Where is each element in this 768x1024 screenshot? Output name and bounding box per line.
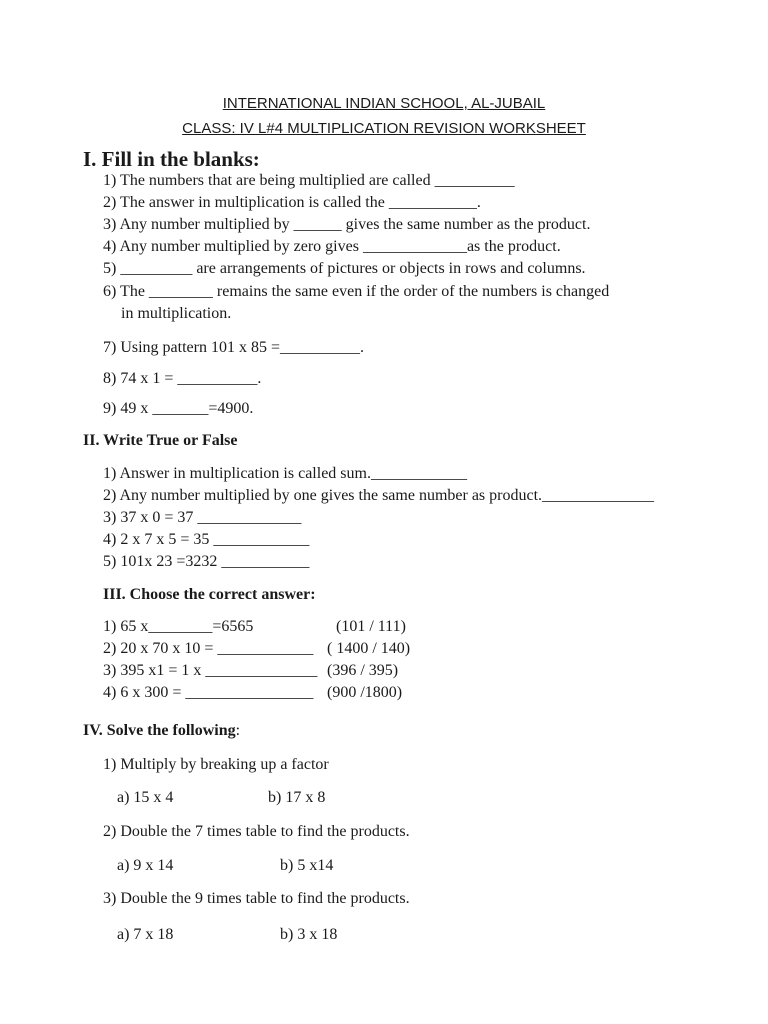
solve-question: 1) Multiply by breaking up a factor bbox=[103, 756, 329, 773]
true-false-item: 5) 101x 23 =3232 ___________ bbox=[103, 553, 310, 570]
fill-blank-item: 8) 74 x 1 = __________. bbox=[103, 370, 262, 387]
fill-blank-item: 1) The numbers that are being multiplied are called __________ bbox=[103, 172, 515, 189]
section-choose-answer-heading: III. Choose the correct answer: bbox=[103, 586, 316, 603]
school-name: INTERNATIONAL INDIAN SCHOOL, AL-JUBAIL bbox=[222, 95, 546, 112]
true-false-item: 3) 37 x 0 = 37 _____________ bbox=[103, 509, 302, 526]
fill-blank-item: 9) 49 x _______=4900. bbox=[103, 400, 254, 417]
mcq-options: ( 1400 / 140) bbox=[327, 640, 411, 657]
fill-blank-item: 3) Any number multiplied by ______ gives the same number as the product. bbox=[103, 216, 591, 233]
section-true-false-heading: II. Write True or False bbox=[83, 432, 238, 449]
mcq-question: 4) 6 x 300 = ________________ bbox=[103, 684, 314, 701]
fill-blank-item: 5) _________ are arrangements of pictures or objects in rows and columns. bbox=[103, 260, 586, 277]
mcq-question: 2) 20 x 70 x 10 = ____________ bbox=[103, 640, 314, 657]
solve-part-b: b) 5 x14 bbox=[280, 857, 334, 874]
solve-question: 3) Double the 9 times table to find the products. bbox=[103, 890, 410, 907]
solve-part-b: b) 3 x 18 bbox=[280, 926, 338, 943]
worksheet-title: CLASS: IV L#4 MULTIPLICATION REVISION WORKSHEET bbox=[182, 120, 586, 137]
fill-blank-item: 4) Any number multiplied by zero gives _____________as the product. bbox=[103, 238, 561, 255]
section-fill-blanks-heading: I. Fill in the blanks: bbox=[83, 147, 260, 171]
solve-part-a: a) 15 x 4 bbox=[117, 789, 174, 806]
true-false-item: 2) Any number multiplied by one gives the same number as product.______________ bbox=[103, 487, 655, 504]
mcq-question: 3) 395 x1 = 1 x ______________ bbox=[103, 662, 318, 679]
section-solve-heading-text: IV. Solve the following bbox=[83, 722, 236, 739]
fill-blank-item: 6) The ________ remains the same even if the order of the numbers is changed bbox=[103, 283, 610, 300]
mcq-options: (396 / 395) bbox=[327, 662, 399, 679]
section-solve-heading bbox=[83, 722, 240, 740]
solve-part-a: a) 7 x 18 bbox=[117, 926, 174, 943]
mcq-question: 1) 65 x________=6565 bbox=[103, 618, 254, 635]
fill-blank-item: 2) The answer in multiplication is called the ___________. bbox=[103, 194, 481, 211]
solve-part-a: a) 9 x 14 bbox=[117, 857, 174, 874]
mcq-options: (101 / 111) bbox=[336, 618, 406, 635]
solve-part-b: b) 17 x 8 bbox=[268, 789, 326, 806]
solve-question: 2) Double the 7 times table to find the products. bbox=[103, 823, 410, 840]
true-false-item: 1) Answer in multiplication is called sum.____________ bbox=[103, 465, 467, 482]
true-false-item: 4) 2 x 7 x 5 = 35 ____________ bbox=[103, 531, 310, 548]
section-solve-heading-colon: : bbox=[235, 722, 241, 739]
fill-blank-item: 7) Using pattern 101 x 85 =__________. bbox=[103, 339, 364, 356]
mcq-options: (900 /1800) bbox=[327, 684, 403, 701]
fill-blank-item-continuation: in multiplication. bbox=[121, 305, 232, 322]
